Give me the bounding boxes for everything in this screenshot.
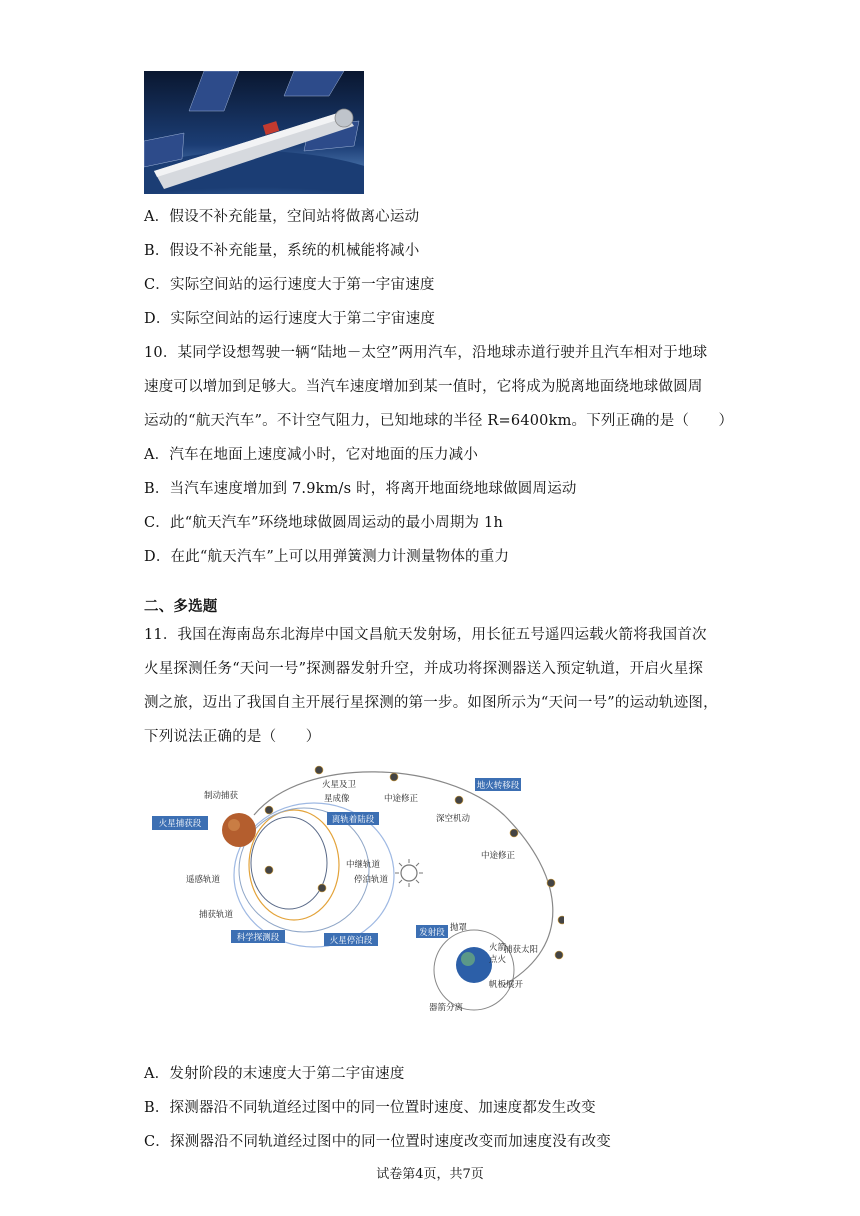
page-footer: 试卷第4页，共7页 xyxy=(376,1167,484,1182)
q9-option-c: C．实际空间站的运行速度大于第一宇宙速度 xyxy=(144,277,435,293)
q10-stem-line-1: 10．某同学设想驾驶一辆“陆地－太空”两用汽车，沿地球赤道行驶并且汽车相对于地球 xyxy=(144,345,708,361)
box-science-exploration: 科学探测段 xyxy=(236,933,280,943)
section-title: 二、多选题 xyxy=(144,598,218,615)
q10-stem-line-2: 速度可以增加到足够大。当汽车速度增加到某一值时，它将成为脱离地面绕地球做圆周 xyxy=(144,379,703,395)
q10-option-d: D．在此“航天汽车”上可以用弹簧测力计测量物体的重力 xyxy=(144,549,510,565)
label-deep-space-maneuver: 深空机动 xyxy=(436,814,471,824)
label-parking-orbit: 停泊轨道 xyxy=(354,875,389,885)
q10-stem-line-3: 运动的“航天汽车”。不计空气阻力，已知地球的半径 R=6400km。下列正确的是（ ） xyxy=(144,413,734,429)
label-relay-orbit: 中继轨道 xyxy=(346,860,381,870)
q10-option-a: A．汽车在地面上速度减小时，它对地面的压力减小 xyxy=(144,447,479,463)
q10-option-b: B．当汽车速度增加到 7.9km/s 时，将离开地面绕地球做圆周运动 xyxy=(144,481,577,497)
q11-stem-line-4: 下列说法正确的是（ ） xyxy=(144,729,321,745)
q10-option-c: C．此“航天汽车”环绕地球做圆周运动的最小周期为 1h xyxy=(144,515,503,531)
label-remote-sensing-orbit: 遥感轨道 xyxy=(186,875,221,885)
q11-stem-line-3: 测之旅，迈出了我国自主开展行星探测的第一步。如图所示为“天问一号”的运动轨迹图， xyxy=(144,695,718,711)
space-station-photo xyxy=(144,71,364,194)
label-midcourse-2: 中途修正 xyxy=(481,851,516,861)
box-mars-capture: 火星捕获段 xyxy=(158,819,202,829)
label-fairing-jettison: 抛罩 xyxy=(450,923,468,933)
label-rocket-2: 点火 xyxy=(489,955,507,965)
label-panel-deploy: 帆板展开 xyxy=(489,980,524,990)
q9-option-b: B．假设不补充能量，系统的机械能将减小 xyxy=(144,243,420,259)
q11-stem-line-2: 火星探测任务“天问一号”探测器发射升空，并成功将探测器送入预定轨道，开启火星探 xyxy=(144,661,704,677)
box-earth-mars-transfer: 地火转移段 xyxy=(476,781,520,791)
q9-option-a: A．假设不补充能量，空间站将做离心运动 xyxy=(144,209,420,225)
box-deorbit-landing: 离轨着陆段 xyxy=(331,815,375,825)
space-station-image xyxy=(144,71,364,194)
q11-option-a: A．发射阶段的末速度大于第二宇宙速度 xyxy=(144,1066,405,1082)
box-launch: 发射段 xyxy=(419,928,445,938)
label-sun-acquisition: 捕获太阳 xyxy=(504,945,539,955)
label-mars-imaging-1: 火星及卫 xyxy=(322,780,357,790)
label-capture-orbit: 捕获轨道 xyxy=(199,910,234,920)
q11-option-c: C．探测器沿不同轨道经过图中的同一位置时速度改变而加速度没有改变 xyxy=(144,1134,611,1150)
label-mars-imaging-2: 星成像 xyxy=(324,794,350,804)
trajectory-svg xyxy=(144,755,564,1020)
label-midcourse-1: 中途修正 xyxy=(384,794,419,804)
q11-option-b: B．探测器沿不同轨道经过图中的同一位置时速度、加速度都发生改变 xyxy=(144,1100,596,1116)
label-separation: 器箭分离 xyxy=(429,1003,464,1013)
tianwen-trajectory-diagram xyxy=(144,755,564,1020)
box-mars-parking: 火星停泊段 xyxy=(329,936,373,946)
q9-option-d: D．实际空间站的运行速度大于第二宇宙速度 xyxy=(144,311,436,327)
label-rocket-1: 火箭 xyxy=(489,943,507,953)
q11-stem-line-1: 11．我国在海南岛东北海岸中国文昌航天发射场，用长征五号遥四运载火箭将我国首次 xyxy=(144,627,707,643)
label-braking-capture: 制动捕获 xyxy=(204,791,239,801)
